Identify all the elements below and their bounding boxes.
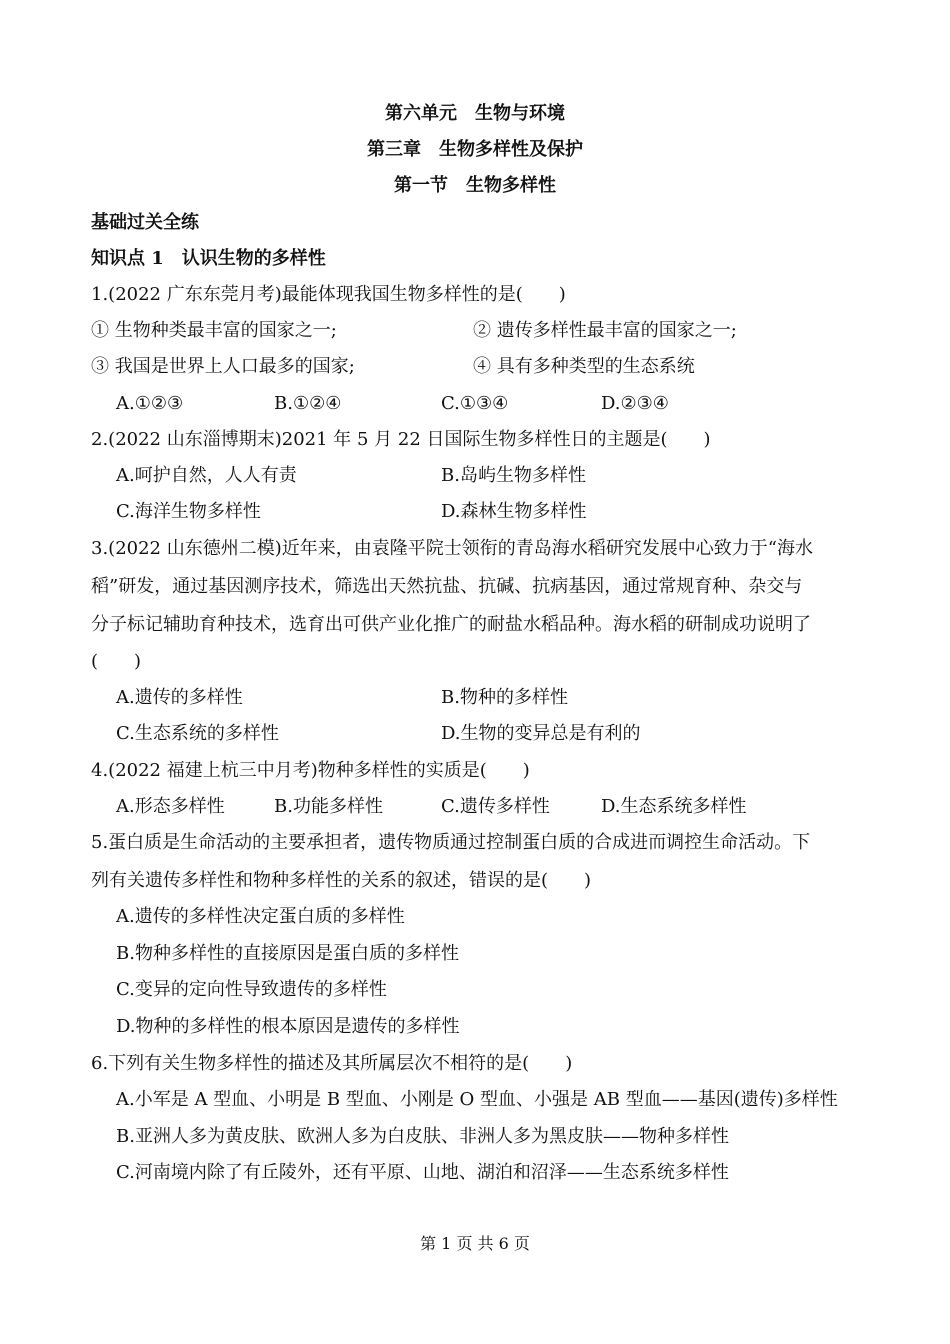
option-d: D.生态系统多样性 xyxy=(601,796,747,817)
option-a: A.小军是 A 型血、小明是 B 型血、小刚是 O 型血、小强是 AB 型血——基因(遗传)多样性 xyxy=(116,1089,838,1110)
question-stem-line-2: 列有关遗传多样性和物种多样性的关系的叙述，错误的是( ) xyxy=(91,870,592,891)
question-stem-line-4: ( ) xyxy=(91,651,142,672)
practice-title: 基础过关全练 xyxy=(91,212,199,233)
statement-2: ② 遗传多样性最丰富的国家之一; xyxy=(473,320,737,341)
option-b: B.物种多样性的直接原因是蛋白质的多样性 xyxy=(116,943,459,964)
option-c: C.生态系统的多样性 xyxy=(116,723,279,744)
question-stem-line-1: 3.(2022 山东德州二模)近年来，由袁隆平院士领衔的青岛海水稻研究发展中心致力于“海水 xyxy=(91,538,813,559)
knowledge-point-title: 知识点 1 认识生物的多样性 xyxy=(91,248,326,269)
question-stem-line-3: 分子标记辅助育种技术，选育出可供产业化推广的耐盐水稻品种。海水稻的研制成功说明了 xyxy=(91,614,811,635)
question-stem-line-1: 5.蛋白质是生命活动的主要承担者，遗传物质通过控制蛋白质的合成进而调控生命活动。下 xyxy=(91,832,811,853)
option-b: B.功能多样性 xyxy=(274,796,383,817)
option-a: A.形态多样性 xyxy=(116,796,225,817)
unit-title: 第六单元 生物与环境 xyxy=(385,103,565,124)
statement-3: ③ 我国是世界上人口最多的国家; xyxy=(91,356,355,377)
option-b: B.岛屿生物多样性 xyxy=(441,465,586,486)
option-b: B.亚洲人多为黄皮肤、欧洲人多为白皮肤、非洲人多为黑皮肤——物种多样性 xyxy=(116,1126,729,1147)
option-d: D.物种的多样性的根本原因是遗传的多样性 xyxy=(116,1016,460,1037)
option-c: C.变异的定向性导致遗传的多样性 xyxy=(116,979,387,1000)
option-b: B.物种的多样性 xyxy=(441,687,568,708)
option-c: C.河南境内除了有丘陵外，还有平原、山地、湖泊和沼泽——生态系统多样性 xyxy=(116,1162,729,1183)
option-c: C.遗传多样性 xyxy=(441,796,550,817)
option-d: D.生物的变异总是有利的 xyxy=(441,723,641,744)
option-a: A.遗传的多样性 xyxy=(116,687,243,708)
option-a: A.遗传的多样性决定蛋白质的多样性 xyxy=(116,906,405,927)
option-a: A.①②③ xyxy=(116,393,184,414)
question-stem: 1.(2022 广东东莞月考)最能体现我国生物多样性的是( ) xyxy=(91,284,566,305)
question-stem: 6.下列有关生物多样性的描述及其所属层次不相符的是( ) xyxy=(91,1053,573,1074)
chapter-title: 第三章 生物多样性及保护 xyxy=(367,139,583,160)
option-a: A.呵护自然，人人有责 xyxy=(116,465,297,486)
question-stem: 2.(2022 山东淄博期末)2021 年 5 月 22 日国际生物多样性日的主题是( ) xyxy=(91,429,711,450)
section-title: 第一节 生物多样性 xyxy=(394,175,556,196)
question-stem: 4.(2022 福建上杭三中月考)物种多样性的实质是( ) xyxy=(91,760,530,781)
statement-4: ④ 具有多种类型的生态系统 xyxy=(473,356,695,377)
option-c: C.①③④ xyxy=(441,393,509,414)
option-c: C.海洋生物多样性 xyxy=(116,501,261,522)
page-footer: 第 1 页 共 6 页 xyxy=(420,1234,530,1253)
option-b: B.①②④ xyxy=(274,393,342,414)
option-d: D.森林生物多样性 xyxy=(441,501,587,522)
question-stem-line-2: 稻”研发，通过基因测序技术，筛选出天然抗盐、抗碱、抗病基因，通过常规育种、杂交与 xyxy=(91,576,803,597)
statement-1: ① 生物种类最丰富的国家之一; xyxy=(91,320,337,341)
option-d: D.②③④ xyxy=(601,393,669,414)
